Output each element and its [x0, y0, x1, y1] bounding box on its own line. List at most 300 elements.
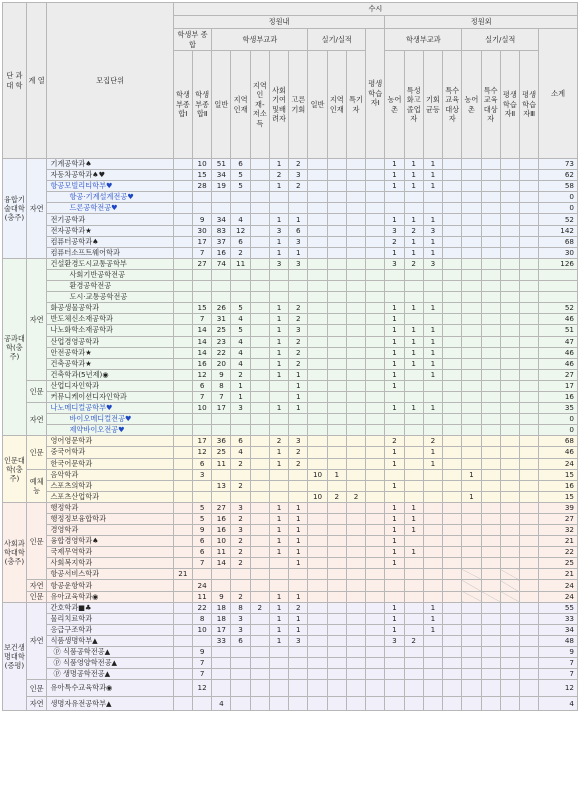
- quota-cell: 1: [269, 502, 288, 513]
- quota-cell: [443, 514, 462, 525]
- quota-cell: [346, 669, 365, 680]
- quota-cell: [423, 314, 442, 325]
- quota-cell: 27: [212, 502, 231, 513]
- quota-cell: [462, 436, 481, 447]
- col-header: 평생학습자Ⅱ: [500, 51, 519, 159]
- quota-cell: 2: [231, 514, 250, 525]
- quota-cell: 19: [212, 181, 231, 192]
- quota-cell: 6: [193, 380, 212, 391]
- quota-cell: [173, 314, 192, 325]
- quota-cell: [308, 635, 327, 646]
- quota-cell: [519, 159, 538, 170]
- quota-cell: [173, 658, 192, 669]
- quota-cell: [519, 613, 538, 624]
- unit-name: 나노메디컬공학부♥: [47, 403, 173, 414]
- quota-cell: [385, 281, 404, 292]
- table-row: [3, 369, 578, 380]
- quota-cell: [500, 314, 519, 325]
- quota-cell: 2: [231, 458, 250, 469]
- quota-cell: [366, 369, 385, 380]
- quota-cell: [443, 380, 462, 391]
- quota-cell: [443, 591, 462, 602]
- quota-cell: [443, 569, 462, 580]
- quota-cell: [443, 192, 462, 203]
- quota-cell: [327, 613, 346, 624]
- subtotal-cell: 22: [539, 547, 578, 558]
- quota-cell: 1: [423, 247, 442, 258]
- quota-cell: [366, 558, 385, 569]
- quota-cell: 1: [404, 236, 423, 247]
- quota-cell: [443, 647, 462, 658]
- quota-cell: [443, 358, 462, 369]
- col-header: 평생학습자Ⅲ: [519, 51, 538, 159]
- quota-cell: 4: [231, 336, 250, 347]
- quota-cell: 1: [269, 358, 288, 369]
- quota-cell: [404, 425, 423, 436]
- table-row: [3, 569, 578, 580]
- quota-cell: [173, 225, 192, 236]
- quota-cell: [193, 425, 212, 436]
- quota-cell: [462, 203, 481, 214]
- table-row: [3, 403, 578, 414]
- quota-cell: [462, 314, 481, 325]
- table-row: [3, 325, 578, 336]
- quota-cell: [481, 514, 500, 525]
- quota-cell: 1: [385, 303, 404, 314]
- quota-cell: [346, 469, 365, 480]
- quota-cell: [173, 159, 192, 170]
- quota-cell: [500, 203, 519, 214]
- quota-cell: 12: [193, 447, 212, 458]
- quota-cell: [423, 525, 442, 536]
- quota-cell: [308, 414, 327, 425]
- field-cell: 예체능: [26, 469, 47, 502]
- unit-name: 한국어문학과: [47, 458, 173, 469]
- quota-cell: [481, 613, 500, 624]
- quota-cell: [327, 269, 346, 280]
- quota-cell: [308, 569, 327, 580]
- quota-cell: [308, 403, 327, 414]
- quota-cell: [250, 358, 269, 369]
- quota-cell: [289, 680, 308, 697]
- quota-cell: [462, 580, 481, 591]
- quota-cell: [404, 192, 423, 203]
- subtotal-cell: 46: [539, 358, 578, 369]
- quota-cell: [308, 314, 327, 325]
- quota-cell: [212, 669, 231, 680]
- quota-cell: [269, 192, 288, 203]
- quota-cell: [212, 292, 231, 303]
- quota-cell: 6: [193, 536, 212, 547]
- quota-cell: [212, 680, 231, 697]
- col-header: 특기자: [346, 51, 365, 159]
- quota-cell: 2: [289, 303, 308, 314]
- quota-cell: [423, 514, 442, 525]
- table-header: [3, 3, 578, 159]
- quota-cell: [423, 380, 442, 391]
- unit-name: 유아교육학과◉: [47, 591, 173, 602]
- quota-cell: [519, 269, 538, 280]
- quota-cell: [308, 181, 327, 192]
- quota-cell: 1: [404, 347, 423, 358]
- quota-cell: 1: [385, 325, 404, 336]
- quota-cell: [327, 358, 346, 369]
- quota-cell: [481, 525, 500, 536]
- table-row: [3, 558, 578, 569]
- quota-cell: [404, 658, 423, 669]
- quota-cell: [250, 536, 269, 547]
- quota-cell: 33: [212, 635, 231, 646]
- quota-cell: [519, 414, 538, 425]
- quota-cell: [500, 425, 519, 436]
- quota-cell: [519, 480, 538, 491]
- quota-cell: 3: [289, 325, 308, 336]
- quota-cell: [250, 258, 269, 269]
- quota-cell: [423, 697, 442, 711]
- quota-cell: [519, 325, 538, 336]
- quota-cell: [308, 458, 327, 469]
- quota-cell: [366, 480, 385, 491]
- table-body: [3, 159, 578, 711]
- quota-cell: [481, 447, 500, 458]
- quota-cell: [462, 558, 481, 569]
- col-header: 특수교육대상자: [443, 51, 462, 159]
- quota-cell: [346, 159, 365, 170]
- quota-cell: [269, 469, 288, 480]
- quota-cell: [366, 391, 385, 402]
- quota-cell: [289, 414, 308, 425]
- quota-cell: [481, 358, 500, 369]
- quota-cell: [269, 269, 288, 280]
- table-row: [3, 281, 578, 292]
- quota-cell: [327, 536, 346, 547]
- quota-cell: [193, 281, 212, 292]
- quota-cell: 2: [289, 458, 308, 469]
- quota-cell: 1: [423, 447, 442, 458]
- quota-cell: [250, 569, 269, 580]
- quota-cell: 1: [385, 170, 404, 181]
- quota-cell: 1: [404, 181, 423, 192]
- quota-cell: [212, 647, 231, 658]
- field-cell: 인문: [26, 502, 47, 580]
- quota-cell: 3: [423, 225, 442, 236]
- quota-cell: [346, 258, 365, 269]
- quota-cell: 12: [193, 369, 212, 380]
- quota-cell: [519, 680, 538, 697]
- quota-cell: [366, 403, 385, 414]
- quota-cell: [481, 491, 500, 502]
- quota-cell: [404, 369, 423, 380]
- table-row: [3, 547, 578, 558]
- unit-name: 제약바이오전공♥: [47, 425, 173, 436]
- quota-cell: [173, 403, 192, 414]
- quota-cell: 1: [385, 502, 404, 513]
- quota-cell: [173, 281, 192, 292]
- unit-name: 반도체신소재공학과: [47, 314, 173, 325]
- quota-cell: [500, 414, 519, 425]
- quota-cell: [327, 569, 346, 580]
- quota-cell: [519, 491, 538, 502]
- quota-cell: 1: [231, 391, 250, 402]
- quota-cell: [346, 403, 365, 414]
- subtotal-cell: 142: [539, 225, 578, 236]
- quota-cell: 7: [193, 558, 212, 569]
- quota-cell: [269, 558, 288, 569]
- field-cell: 자연: [26, 602, 47, 680]
- quota-cell: [327, 170, 346, 181]
- quota-cell: [519, 591, 538, 602]
- quota-cell: [327, 203, 346, 214]
- quota-cell: [346, 547, 365, 558]
- quota-cell: [500, 380, 519, 391]
- quota-cell: [269, 569, 288, 580]
- quota-cell: [462, 292, 481, 303]
- subtotal-cell: 126: [539, 258, 578, 269]
- quota-cell: [443, 170, 462, 181]
- quota-cell: [327, 336, 346, 347]
- quota-cell: [366, 159, 385, 170]
- quota-cell: 25: [212, 447, 231, 458]
- quota-cell: 1: [404, 303, 423, 314]
- quota-cell: [404, 380, 423, 391]
- unit-name: 자동차공학과♠♥: [47, 170, 173, 181]
- quota-cell: [366, 414, 385, 425]
- quota-cell: 4: [231, 314, 250, 325]
- quota-cell: [462, 536, 481, 547]
- quota-cell: 17: [212, 624, 231, 635]
- quota-cell: [519, 236, 538, 247]
- quota-cell: [366, 525, 385, 536]
- quota-cell: [404, 281, 423, 292]
- quota-cell: [500, 436, 519, 447]
- quota-cell: [366, 258, 385, 269]
- quota-cell: [404, 447, 423, 458]
- quota-cell: [346, 292, 365, 303]
- quota-cell: [443, 281, 462, 292]
- quota-cell: [462, 380, 481, 391]
- quota-cell: 1: [423, 358, 442, 369]
- subtotal-cell: 25: [539, 558, 578, 569]
- quota-cell: [423, 480, 442, 491]
- quota-cell: 10: [308, 491, 327, 502]
- quota-cell: 1: [385, 247, 404, 258]
- quota-cell: 9: [193, 214, 212, 225]
- quota-out-header: 정원외: [385, 16, 578, 29]
- quota-cell: 30: [193, 225, 212, 236]
- table-row: [3, 192, 578, 203]
- quota-cell: [366, 514, 385, 525]
- quota-cell: [289, 425, 308, 436]
- quota-cell: [462, 325, 481, 336]
- quota-cell: 17: [193, 436, 212, 447]
- quota-cell: [366, 292, 385, 303]
- quota-cell: 1: [423, 325, 442, 336]
- quota-cell: [366, 569, 385, 580]
- quota-cell: 11: [231, 258, 250, 269]
- quota-cell: [346, 436, 365, 447]
- quota-cell: [346, 635, 365, 646]
- quota-cell: [481, 425, 500, 436]
- quota-cell: [250, 525, 269, 536]
- table-row: [3, 214, 578, 225]
- unit-name: 행정학과: [47, 502, 173, 513]
- table-row: [3, 159, 578, 170]
- quota-cell: 1: [289, 502, 308, 513]
- quota-cell: [481, 547, 500, 558]
- quota-cell: [289, 203, 308, 214]
- quota-cell: [519, 536, 538, 547]
- quota-cell: [193, 480, 212, 491]
- quota-cell: [462, 347, 481, 358]
- subtotal-cell: 12: [539, 680, 578, 697]
- quota-cell: [289, 569, 308, 580]
- quota-cell: [327, 325, 346, 336]
- quota-cell: [173, 669, 192, 680]
- quota-cell: 1: [269, 525, 288, 536]
- quota-cell: [404, 558, 423, 569]
- quota-cell: [481, 181, 500, 192]
- quota-cell: [423, 680, 442, 697]
- quota-cell: [173, 369, 192, 380]
- quota-cell: 2: [404, 225, 423, 236]
- quota-cell: 15: [193, 170, 212, 181]
- quota-cell: 5: [231, 303, 250, 314]
- quota-cell: 2: [385, 236, 404, 247]
- quota-cell: [346, 358, 365, 369]
- col-header: 일반: [308, 51, 327, 159]
- quota-cell: [250, 491, 269, 502]
- quota-cell: 1: [423, 613, 442, 624]
- col-header: 고른기회: [289, 51, 308, 159]
- quota-cell: [327, 697, 346, 711]
- unit-name: 항공서비스학과: [47, 569, 173, 580]
- quota-cell: 1: [423, 347, 442, 358]
- quota-cell: [346, 447, 365, 458]
- quota-cell: [385, 269, 404, 280]
- quota-cell: [443, 225, 462, 236]
- unit-name: 항공운항학과: [47, 580, 173, 591]
- unit-name: 바이오메디컬전공♥: [47, 414, 173, 425]
- quota-cell: 3: [289, 635, 308, 646]
- quota-cell: 5: [231, 325, 250, 336]
- quota-cell: [500, 558, 519, 569]
- quota-cell: 20: [212, 358, 231, 369]
- quota-cell: 14: [193, 325, 212, 336]
- quota-cell: [423, 281, 442, 292]
- quota-cell: [481, 269, 500, 280]
- table-row: [3, 514, 578, 525]
- quota-cell: [173, 170, 192, 181]
- quota-cell: [462, 225, 481, 236]
- unit-name: 사회복지학과: [47, 558, 173, 569]
- subtotal-cell: 16: [539, 480, 578, 491]
- quota-cell: [500, 591, 519, 602]
- unit-name: 환경공학전공: [47, 281, 173, 292]
- quota-cell: [308, 680, 327, 697]
- subtotal-cell: 35: [539, 403, 578, 414]
- quota-cell: 1: [385, 214, 404, 225]
- quota-cell: [443, 697, 462, 711]
- quota-cell: [250, 247, 269, 258]
- quota-cell: [231, 414, 250, 425]
- quota-cell: [481, 680, 500, 697]
- quota-cell: [289, 491, 308, 502]
- quota-cell: 1: [385, 536, 404, 547]
- table-row: [3, 203, 578, 214]
- quota-cell: [462, 214, 481, 225]
- quota-cell: [519, 281, 538, 292]
- quota-cell: [193, 292, 212, 303]
- quota-cell: [173, 697, 192, 711]
- quota-cell: 34: [212, 170, 231, 181]
- quota-cell: [423, 469, 442, 480]
- quota-cell: [443, 247, 462, 258]
- quota-cell: [481, 292, 500, 303]
- unit-name: 식품생명학부▲: [47, 635, 173, 646]
- quota-cell: [346, 269, 365, 280]
- quota-cell: [500, 580, 519, 591]
- quota-cell: [173, 458, 192, 469]
- quota-cell: [385, 569, 404, 580]
- quota-cell: [327, 391, 346, 402]
- quota-cell: 1: [423, 458, 442, 469]
- quota-cell: 1: [269, 159, 288, 170]
- quota-cell: 31: [212, 314, 231, 325]
- quota-cell: [231, 569, 250, 580]
- quota-cell: 3: [231, 613, 250, 624]
- subtotal-cell: 51: [539, 325, 578, 336]
- quota-cell: [289, 647, 308, 658]
- subtotal-cell: 21: [539, 536, 578, 547]
- table-row: [3, 358, 578, 369]
- quota-cell: 1: [423, 214, 442, 225]
- quota-cell: [443, 403, 462, 414]
- table-row: [3, 269, 578, 280]
- quota-cell: [250, 159, 269, 170]
- quota-cell: [269, 480, 288, 491]
- quota-cell: [519, 369, 538, 380]
- quota-cell: [250, 558, 269, 569]
- quota-cell: 3: [231, 624, 250, 635]
- quota-cell: [250, 214, 269, 225]
- quota-cell: [385, 292, 404, 303]
- quota-cell: [212, 580, 231, 591]
- quota-cell: [481, 192, 500, 203]
- quota-cell: [327, 214, 346, 225]
- quota-cell: [462, 458, 481, 469]
- table-row: [3, 624, 578, 635]
- quota-cell: 1: [385, 602, 404, 613]
- quota-cell: [423, 635, 442, 646]
- quota-cell: 2: [289, 314, 308, 325]
- quota-cell: [308, 647, 327, 658]
- quota-cell: 1: [385, 181, 404, 192]
- quota-cell: [443, 613, 462, 624]
- col-header: 평생학습자Ⅰ: [366, 29, 385, 159]
- quota-cell: [327, 525, 346, 536]
- quota-cell: [173, 580, 192, 591]
- quota-cell: 4: [231, 347, 250, 358]
- quota-cell: [500, 647, 519, 658]
- quota-cell: 24: [193, 580, 212, 591]
- quota-cell: [327, 281, 346, 292]
- quota-cell: [289, 480, 308, 491]
- quota-cell: [443, 159, 462, 170]
- unit-name: 안전공학과★: [47, 347, 173, 358]
- quota-cell: [269, 380, 288, 391]
- quota-cell: [423, 569, 442, 580]
- table-row: [3, 425, 578, 436]
